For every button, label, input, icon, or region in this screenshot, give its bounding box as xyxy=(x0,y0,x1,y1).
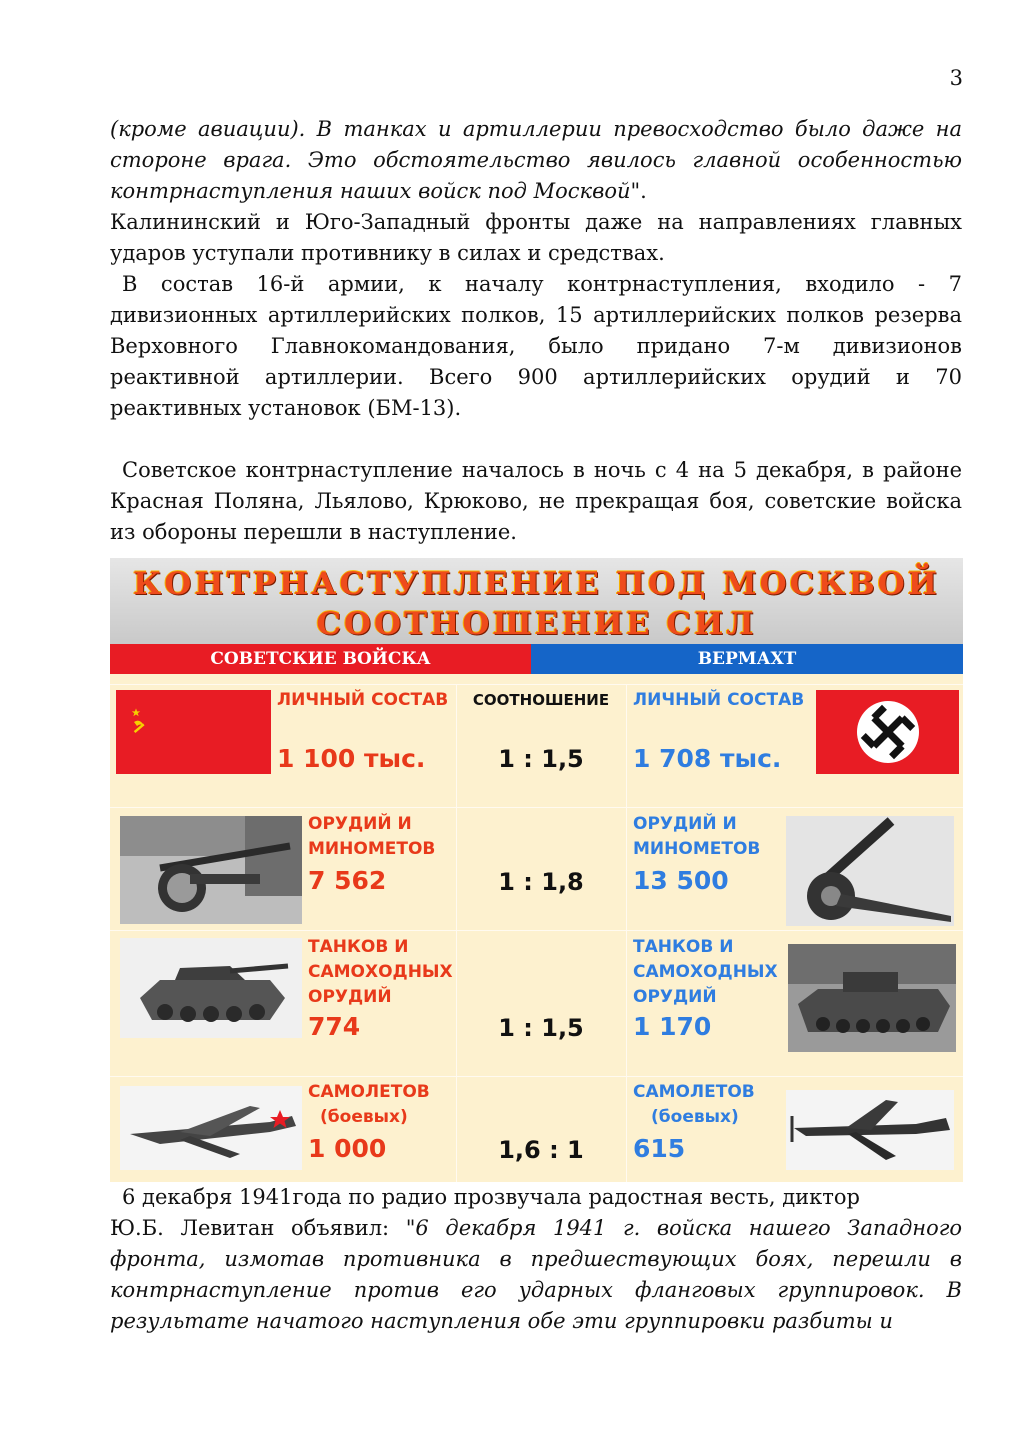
ratio-header: СООТНОШЕНИЕ xyxy=(472,691,610,709)
wehrmacht-banner: ВЕРМАХТ xyxy=(531,644,963,674)
german-personnel-label: ЛИЧНЫЙ СОСТАВ xyxy=(633,690,805,710)
german-aircraft-label-2: (боевых) xyxy=(651,1107,739,1127)
german-tank-photo xyxy=(788,944,956,1052)
quote-close: ". xyxy=(630,179,647,203)
soviet-aircraft-value: 1 000 xyxy=(308,1134,387,1163)
wehrmacht-flag-icon xyxy=(816,690,959,774)
soviet-aircraft-photo xyxy=(120,1086,302,1170)
soviet-forces-banner: СОВЕТСКИЕ ВОЙСКА xyxy=(110,644,531,674)
levitan-quote-text: 6 декабря 1941 г. войска нашего Западного фронта, измотав противника в предшествующих боях, перешли в контрнаступление против его ударных фланговых группировок. В результате начатого наступления обе эти группировки разбиты и xyxy=(110,1216,962,1333)
paragraph-fronts: Калининский и Юго-Западный фронты даже на направлениях главных ударов уступали противнику в силах и средствах. xyxy=(110,210,962,265)
levitan-announce: Ю.Б. Левитан объявил: " xyxy=(110,1216,416,1240)
quote-text: (кроме авиации). В танках и артиллерии превосходство было даже на стороне врага. Это обстоятельство явилось главной особенностью контрнаступления наших войск под Москвой xyxy=(110,117,962,203)
german-personnel-value: 1 708 тыс. xyxy=(633,744,782,773)
infographic-forces-ratio xyxy=(110,558,963,1182)
soviet-tank-photo xyxy=(120,938,302,1038)
soviet-artillery-photo xyxy=(120,816,302,924)
soviet-aircraft-label-1: САМОЛЕТОВ xyxy=(308,1082,430,1102)
aircraft-ratio: 1,6 : 1 xyxy=(498,1136,584,1164)
paragraph-levitan-intro: 6 декабря 1941года по радио прозвучала радостная весть, диктор xyxy=(122,1185,860,1209)
soviet-flag-icon xyxy=(116,690,271,774)
paragraph-quote-end xyxy=(110,114,962,207)
infographic-title-line1: КОНТРНАСТУПЛЕНИЕ ПОД МОСКВОЙ xyxy=(133,566,940,602)
row-divider xyxy=(110,807,963,808)
german-tanks-label-2: САМОХОДНЫХ xyxy=(633,962,778,982)
german-aircraft-photo xyxy=(786,1090,954,1170)
german-tanks-value: 1 170 xyxy=(633,1012,712,1041)
text-block-top xyxy=(110,114,962,548)
soviet-personnel-value: 1 100 тыс. xyxy=(277,744,426,773)
column-divider xyxy=(626,684,627,1182)
soviet-aircraft-label-2: (боевых) xyxy=(320,1107,408,1127)
infographic-title-line2: СООТНОШЕНИЕ СИЛ xyxy=(316,606,757,642)
german-tanks-label-3: ОРУДИЙ xyxy=(633,987,717,1007)
german-guns-label-1: ОРУДИЙ И xyxy=(633,814,737,834)
german-artillery-photo xyxy=(786,816,954,926)
personnel-ratio: 1 : 1,5 xyxy=(498,745,584,773)
german-tanks-label-1: ТАНКОВ И xyxy=(633,937,734,957)
row-divider xyxy=(110,930,963,931)
page-number: 3 xyxy=(949,66,963,90)
soviet-tanks-value: 774 xyxy=(308,1012,361,1041)
paragraph-16th-army: В состав 16-й армии, к началу контрнаступления, входило - 7 дивизионных артиллерийских полков, 15 артиллерийских полков резерва Верховного Главнокомандования, было придано 7-м дивизионов реактивной артиллерии. Всего 900 артиллерийских орудий и 70 реактивных установок (БМ-13). xyxy=(110,272,962,420)
text-block-bottom xyxy=(110,1182,962,1337)
soviet-tanks-label-2: САМОХОДНЫХ xyxy=(308,962,453,982)
soviet-tanks-label-1: ТАНКОВ И xyxy=(308,937,409,957)
soviet-personnel-label: ЛИЧНЫЙ СОСТАВ xyxy=(277,690,449,710)
paragraph-counteroffensive: Советское контрнаступление началось в ночь с 4 на 5 декабря, в районе Красная Поляна, Льялово, Крюково, не прекращая боя, советские войска из обороны перешли в наступление. xyxy=(110,458,962,544)
german-aircraft-value: 615 xyxy=(633,1134,686,1163)
soviet-guns-value: 7 562 xyxy=(308,866,387,895)
soviet-tanks-label-3: ОРУДИЙ xyxy=(308,987,392,1007)
german-guns-value: 13 500 xyxy=(633,866,729,895)
soviet-guns-label-2: МИНОМЕТОВ xyxy=(308,839,436,859)
tanks-ratio: 1 : 1,5 xyxy=(498,1014,584,1042)
paragraph-spacer xyxy=(110,424,962,455)
german-aircraft-label-1: САМОЛЕТОВ xyxy=(633,1082,755,1102)
row-divider xyxy=(110,1076,963,1077)
paragraph-levitan-quote xyxy=(110,1213,962,1337)
soviet-guns-label-1: ОРУДИЙ И xyxy=(308,814,412,834)
german-guns-label-2: МИНОМЕТОВ xyxy=(633,839,761,859)
guns-ratio: 1 : 1,8 xyxy=(498,868,584,896)
row-divider xyxy=(110,684,963,685)
infographic-header xyxy=(110,558,963,644)
